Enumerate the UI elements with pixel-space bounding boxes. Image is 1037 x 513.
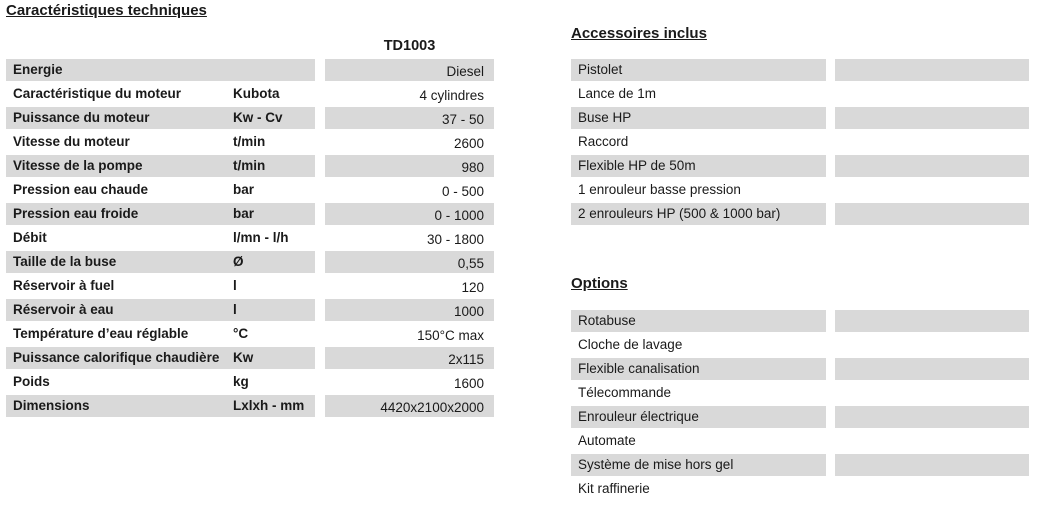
spec-value: 4420x2100x2000 [325, 395, 494, 417]
model-name: TD1003 [383, 38, 436, 54]
accessory-label: Pistolet [571, 59, 826, 81]
spec-label: Taille de la buse [6, 251, 315, 273]
accessory-label: 2 enrouleurs HP (500 & 1000 bar) [571, 203, 826, 225]
spec-label: Vitesse de la pompe [6, 155, 315, 177]
spec-value: 30 - 1800 [426, 232, 484, 247]
spec-label: Débit [13, 230, 47, 245]
accessory-label: Lance de 1m [578, 86, 657, 101]
spec-unit: Kw [233, 350, 254, 365]
spec-value: Diesel [325, 59, 494, 81]
spec-unit: Kw - Cv [233, 110, 283, 125]
spec-value: 980 [325, 155, 494, 177]
option-label: Flexible canalisation [571, 358, 826, 380]
spec-label: Réservoir à fuel [13, 278, 115, 293]
accessory-box [835, 83, 1029, 105]
spec-unit: kg [233, 374, 249, 389]
option-label: Automate [578, 433, 636, 448]
accessory-row [0, 179, 1037, 201]
spec-row [0, 275, 500, 297]
accessories-title: Accessoires inclus [571, 25, 707, 42]
spec-value: 37 - 50 [325, 107, 494, 129]
accessory-box [835, 59, 1029, 81]
spec-value: 1000 [325, 299, 494, 321]
spec-label: Dimensions [6, 395, 315, 417]
spec-value: 1600 [453, 376, 484, 391]
spec-label: Réservoir à eau [6, 299, 315, 321]
accessory-row [0, 107, 1037, 129]
option-label: Enrouleur électrique [571, 406, 826, 428]
accessory-box [835, 179, 1029, 201]
spec-unit: bar [233, 182, 255, 197]
spec-label: Puissance calorifique chaudière [6, 347, 315, 369]
spec-unit: l/mn - l/h [233, 230, 289, 245]
option-label: Cloche de lavage [578, 337, 683, 352]
accessory-label: Raccord [578, 134, 629, 149]
accessory-box [835, 131, 1029, 153]
option-box [835, 454, 1029, 476]
spec-value: 2x115 [325, 347, 494, 369]
spec-unit: °C [233, 326, 249, 341]
spec-value: 0,55 [325, 251, 494, 273]
option-box [835, 430, 1029, 452]
spec-unit: l [233, 278, 237, 293]
spec-value: 120 [461, 280, 484, 295]
spec-label: Pression eau froide [6, 203, 315, 225]
specs-title: Caractéristiques techniques [6, 2, 207, 19]
spec-label: Energie [6, 59, 315, 81]
accessory-row [0, 83, 1037, 105]
option-box [835, 382, 1029, 404]
spec-unit: t/min [233, 134, 266, 149]
option-row [0, 406, 1037, 428]
option-row [0, 430, 1037, 452]
spec-label: Poids [13, 374, 50, 389]
accessory-row [0, 203, 1037, 225]
spec-unit: Lxlxh - mm [233, 398, 305, 413]
spec-unit: t/min [233, 158, 266, 173]
option-box [835, 334, 1029, 356]
spec-row [0, 251, 500, 273]
spec-unit: Kubota [233, 86, 280, 101]
option-row [0, 382, 1037, 404]
options-title: Options [571, 275, 628, 292]
accessory-box [835, 203, 1029, 225]
option-box [835, 478, 1029, 500]
accessory-row [0, 131, 1037, 153]
option-label: Kit raffinerie [578, 481, 650, 496]
accessory-box [835, 107, 1029, 129]
option-row [0, 478, 1037, 500]
accessory-box [835, 155, 1029, 177]
option-label: Télecommande [578, 385, 672, 400]
spec-label: Puissance du moteur [6, 107, 315, 129]
spec-unit: Ø [233, 254, 244, 269]
option-label: Système de mise hors gel [571, 454, 826, 476]
option-box [835, 406, 1029, 428]
option-box [835, 358, 1029, 380]
spec-value: 2600 [453, 136, 484, 151]
spec-label: Pression eau chaude [13, 182, 149, 197]
option-box [835, 310, 1029, 332]
spec-label: Température d’eau réglable [13, 326, 189, 341]
spec-value: 4 cylindres [419, 88, 484, 103]
spec-label: Caractéristique du moteur [13, 86, 182, 101]
spec-value: 0 - 1000 [325, 203, 494, 225]
option-row [0, 454, 1037, 476]
accessory-label: 1 enrouleur basse pression [578, 182, 741, 197]
accessory-row [0, 155, 1037, 177]
spec-value: 150°C max [417, 328, 484, 343]
spec-unit: bar [233, 206, 255, 221]
option-label: Rotabuse [571, 310, 826, 332]
accessory-label: Buse HP [571, 107, 826, 129]
spec-unit: l [233, 302, 237, 317]
spec-label: Vitesse du moteur [13, 134, 130, 149]
accessory-label: Flexible HP de 50m [571, 155, 826, 177]
spec-row [0, 227, 500, 249]
accessory-row [0, 59, 1037, 81]
option-row [0, 358, 1037, 380]
option-row [0, 334, 1037, 356]
spec-value: 0 - 500 [441, 184, 484, 199]
option-row [0, 310, 1037, 332]
